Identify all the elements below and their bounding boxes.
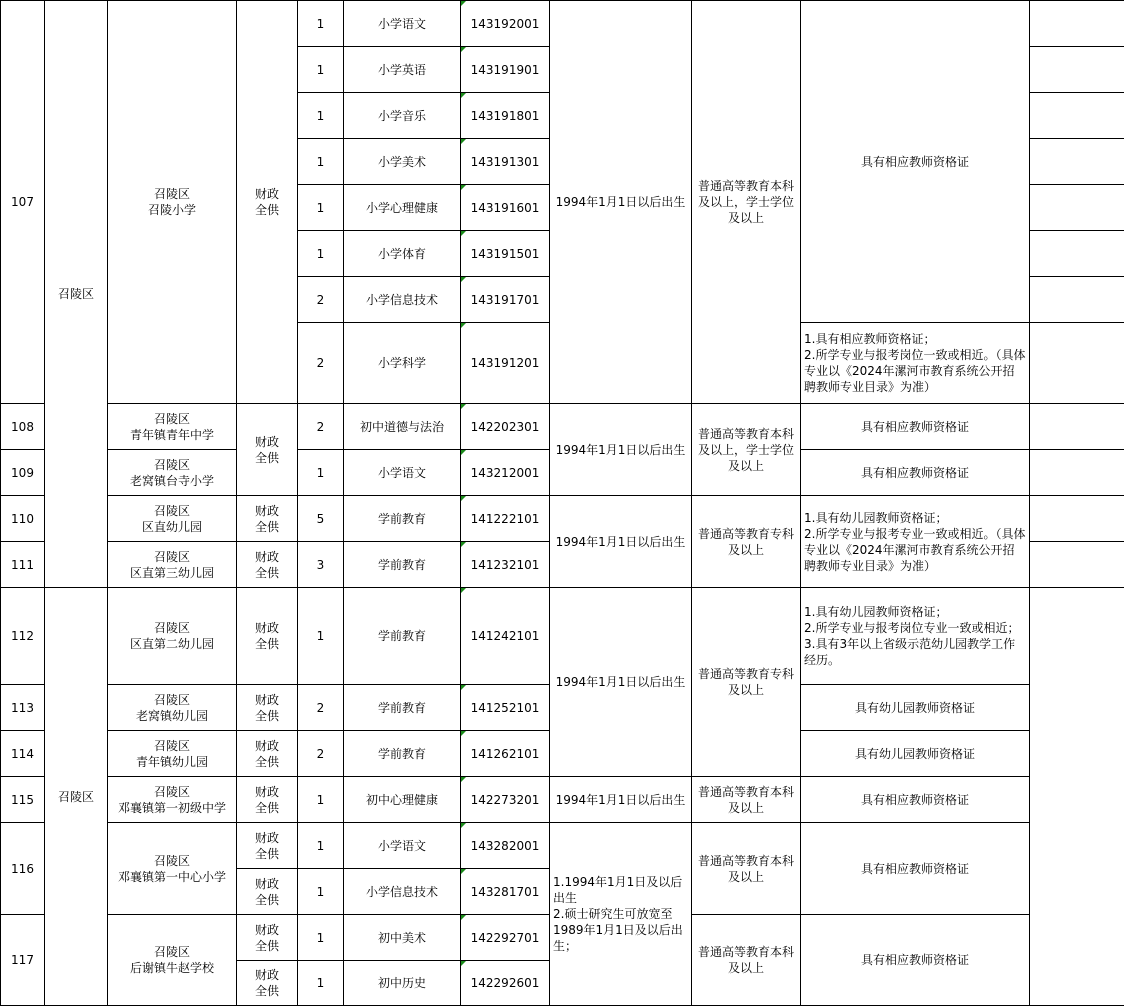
post-cell: 小学美术 <box>344 139 461 185</box>
condition-cell: 1.具有相应教师资格证； 2.所学专业与报考岗位一致或相近。（具体专业以《2024年漯河市教育系统公开招聘教师专业目录》为准） <box>801 323 1030 404</box>
post-cell: 学前教育 <box>344 685 461 731</box>
post-cell: 小学体育 <box>344 231 461 277</box>
row-number: 110 <box>1 496 45 542</box>
age-requirement-cell: 1994年1月1日以后出生 <box>550 777 692 823</box>
count-cell: 3 <box>298 542 344 588</box>
post-cell: 初中美术 <box>344 915 461 961</box>
unit-cell: 召陵区 区直幼儿园 <box>108 496 237 542</box>
notes-cell <box>1030 231 1124 277</box>
unit-cell: 召陵区 召陵小学 <box>108 1 237 404</box>
post-cell: 小学心理健康 <box>344 185 461 231</box>
count-cell: 1 <box>298 139 344 185</box>
post-cell: 学前教育 <box>344 731 461 777</box>
post-code-cell: 142292701 <box>461 915 550 961</box>
table-row <box>1 404 1124 450</box>
post-code-cell: 142292601 <box>461 961 550 1006</box>
post-cell: 学前教育 <box>344 588 461 685</box>
condition-cell: 具有幼儿园教师资格证 <box>801 731 1030 777</box>
education-requirement-cell: 普通高等教育本科及以上 <box>692 777 801 823</box>
age-requirement-cell: 1994年1月1日以后出生 <box>550 588 692 777</box>
count-cell: 1 <box>298 869 344 915</box>
district-cell: 召陵区 <box>45 1 108 588</box>
post-code-cell: 143191701 <box>461 277 550 323</box>
count-cell: 1 <box>298 588 344 685</box>
condition-cell: 具有相应教师资格证 <box>801 404 1030 450</box>
notes-cell <box>1030 323 1124 404</box>
unit-cell: 召陵区 区直第二幼儿园 <box>108 588 237 685</box>
row-number: 108 <box>1 404 45 450</box>
condition-cell: 1.具有幼儿园教师资格证； 2.所学专业与报考岗位专业一致或相近； 3.具有3年以上省级示范幼儿园教学工作经历。 <box>801 588 1030 685</box>
post-cell: 初中心理健康 <box>344 777 461 823</box>
post-code-cell: 143191301 <box>461 139 550 185</box>
count-cell: 2 <box>298 685 344 731</box>
condition-cell: 具有相应教师资格证 <box>801 915 1030 1006</box>
post-cell: 小学信息技术 <box>344 277 461 323</box>
row-number: 109 <box>1 450 45 496</box>
post-cell: 小学语文 <box>344 823 461 869</box>
funding-cell: 财政 全供 <box>237 496 298 542</box>
post-cell: 小学信息技术 <box>344 869 461 915</box>
post-code-cell: 141242101 <box>461 588 550 685</box>
count-cell: 5 <box>298 496 344 542</box>
count-cell: 1 <box>298 93 344 139</box>
age-requirement-cell: 1994年1月1日以后出生 <box>550 1 692 404</box>
notes-cell <box>1030 139 1124 185</box>
post-code-cell: 143192001 <box>461 1 550 47</box>
funding-cell: 财政 全供 <box>237 404 298 496</box>
post-code-cell: 143282001 <box>461 823 550 869</box>
post-cell: 小学英语 <box>344 47 461 93</box>
condition-cell: 具有相应教师资格证 <box>801 777 1030 823</box>
condition-cell: 具有相应教师资格证 <box>801 450 1030 496</box>
count-cell: 2 <box>298 731 344 777</box>
unit-cell: 召陵区 青年镇幼儿园 <box>108 731 237 777</box>
funding-cell: 财政 全供 <box>237 588 298 685</box>
post-cell: 学前教育 <box>344 496 461 542</box>
table-row <box>1 777 1124 823</box>
funding-cell: 财政 全供 <box>237 869 298 915</box>
row-number: 112 <box>1 588 45 685</box>
post-code-cell: 143191601 <box>461 185 550 231</box>
unit-cell: 召陵区 老窝镇台寺小学 <box>108 450 237 496</box>
funding-cell: 财政 全供 <box>237 961 298 1006</box>
post-cell: 初中历史 <box>344 961 461 1006</box>
count-cell: 1 <box>298 823 344 869</box>
condition-cell: 具有相应教师资格证 <box>801 823 1030 915</box>
table-row <box>1 1 1124 47</box>
count-cell: 2 <box>298 323 344 404</box>
funding-cell: 财政 全供 <box>237 823 298 869</box>
post-cell: 小学语文 <box>344 450 461 496</box>
post-code-cell: 143281701 <box>461 869 550 915</box>
post-code-cell: 141232101 <box>461 542 550 588</box>
row-number: 117 <box>1 915 45 1006</box>
condition-cell: 具有幼儿园教师资格证 <box>801 685 1030 731</box>
condition-cell: 1.具有幼儿园教师资格证； 2.所学专业与报考专业一致或相近。（具体专业以《2024年漯河市教育系统公开招聘教师专业目录》为准） <box>801 496 1030 588</box>
age-requirement-cell: 1994年1月1日以后出生 <box>550 404 692 496</box>
row-number: 115 <box>1 777 45 823</box>
post-cell: 小学科学 <box>344 323 461 404</box>
unit-cell: 召陵区 邓襄镇第一初级中学 <box>108 777 237 823</box>
count-cell: 1 <box>298 231 344 277</box>
education-requirement-cell: 普通高等教育专科及以上 <box>692 588 801 777</box>
table-row <box>1 823 1124 869</box>
education-requirement-cell: 普通高等教育本科及以上 <box>692 915 801 1006</box>
count-cell: 1 <box>298 777 344 823</box>
notes-cell <box>1030 93 1124 139</box>
age-requirement-cell: 1.1994年1月1日及以后出生 2.硕士研究生可放宽至1989年1月1日及以后出生； <box>550 823 692 1006</box>
age-requirement-cell: 1994年1月1日以后出生 <box>550 496 692 588</box>
table-row <box>1 496 1124 542</box>
funding-cell: 财政 全供 <box>237 685 298 731</box>
post-code-cell: 143191801 <box>461 93 550 139</box>
unit-cell: 召陵区 邓襄镇第一中心小学 <box>108 823 237 915</box>
post-code-cell: 143212001 <box>461 450 550 496</box>
row-number: 116 <box>1 823 45 915</box>
unit-cell: 召陵区 区直第三幼儿园 <box>108 542 237 588</box>
row-number: 111 <box>1 542 45 588</box>
count-cell: 1 <box>298 1 344 47</box>
unit-cell: 召陵区 后谢镇牛赵学校 <box>108 915 237 1006</box>
post-cell: 小学语文 <box>344 1 461 47</box>
notes-cell <box>1030 185 1124 231</box>
notes-cell <box>1030 277 1124 323</box>
row-number: 114 <box>1 731 45 777</box>
count-cell: 1 <box>298 961 344 1006</box>
post-code-cell: 141252101 <box>461 685 550 731</box>
count-cell: 1 <box>298 915 344 961</box>
district-cell: 召陵区 <box>45 588 108 1006</box>
notes-cell <box>1030 496 1124 542</box>
row-number: 107 <box>1 1 45 404</box>
education-requirement-cell: 普通高等教育本科及以上 <box>692 823 801 915</box>
post-code-cell: 142202301 <box>461 404 550 450</box>
row-number: 113 <box>1 685 45 731</box>
post-code-cell: 143191901 <box>461 47 550 93</box>
notes-cell <box>1030 542 1124 588</box>
notes-cell <box>1030 588 1124 1006</box>
count-cell: 1 <box>298 450 344 496</box>
funding-cell: 财政 全供 <box>237 542 298 588</box>
post-code-cell: 142273201 <box>461 777 550 823</box>
post-code-cell: 143191501 <box>461 231 550 277</box>
count-cell: 1 <box>298 47 344 93</box>
notes-cell <box>1030 450 1124 496</box>
count-cell: 2 <box>298 277 344 323</box>
condition-cell: 具有相应教师资格证 <box>801 1 1030 323</box>
post-code-cell: 143191201 <box>461 323 550 404</box>
count-cell: 2 <box>298 404 344 450</box>
funding-cell: 财政 全供 <box>237 777 298 823</box>
funding-cell: 财政 全供 <box>237 731 298 777</box>
post-cell: 初中道德与法治 <box>344 404 461 450</box>
unit-cell: 召陵区 青年镇青年中学 <box>108 404 237 450</box>
education-requirement-cell: 普通高等教育专科及以上 <box>692 496 801 588</box>
funding-cell: 财政 全供 <box>237 915 298 961</box>
post-code-cell: 141262101 <box>461 731 550 777</box>
unit-cell: 召陵区 老窝镇幼儿园 <box>108 685 237 731</box>
notes-cell <box>1030 1 1124 47</box>
count-cell: 1 <box>298 185 344 231</box>
education-requirement-cell: 普通高等教育本科及以上，学士学位及以上 <box>692 404 801 496</box>
notes-cell <box>1030 47 1124 93</box>
notes-cell <box>1030 404 1124 450</box>
funding-cell: 财政 全供 <box>237 1 298 404</box>
education-requirement-cell: 普通高等教育本科及以上，学士学位及以上 <box>692 1 801 404</box>
post-cell: 学前教育 <box>344 542 461 588</box>
post-cell: 小学音乐 <box>344 93 461 139</box>
post-code-cell: 141222101 <box>461 496 550 542</box>
table-row <box>1 588 1124 685</box>
